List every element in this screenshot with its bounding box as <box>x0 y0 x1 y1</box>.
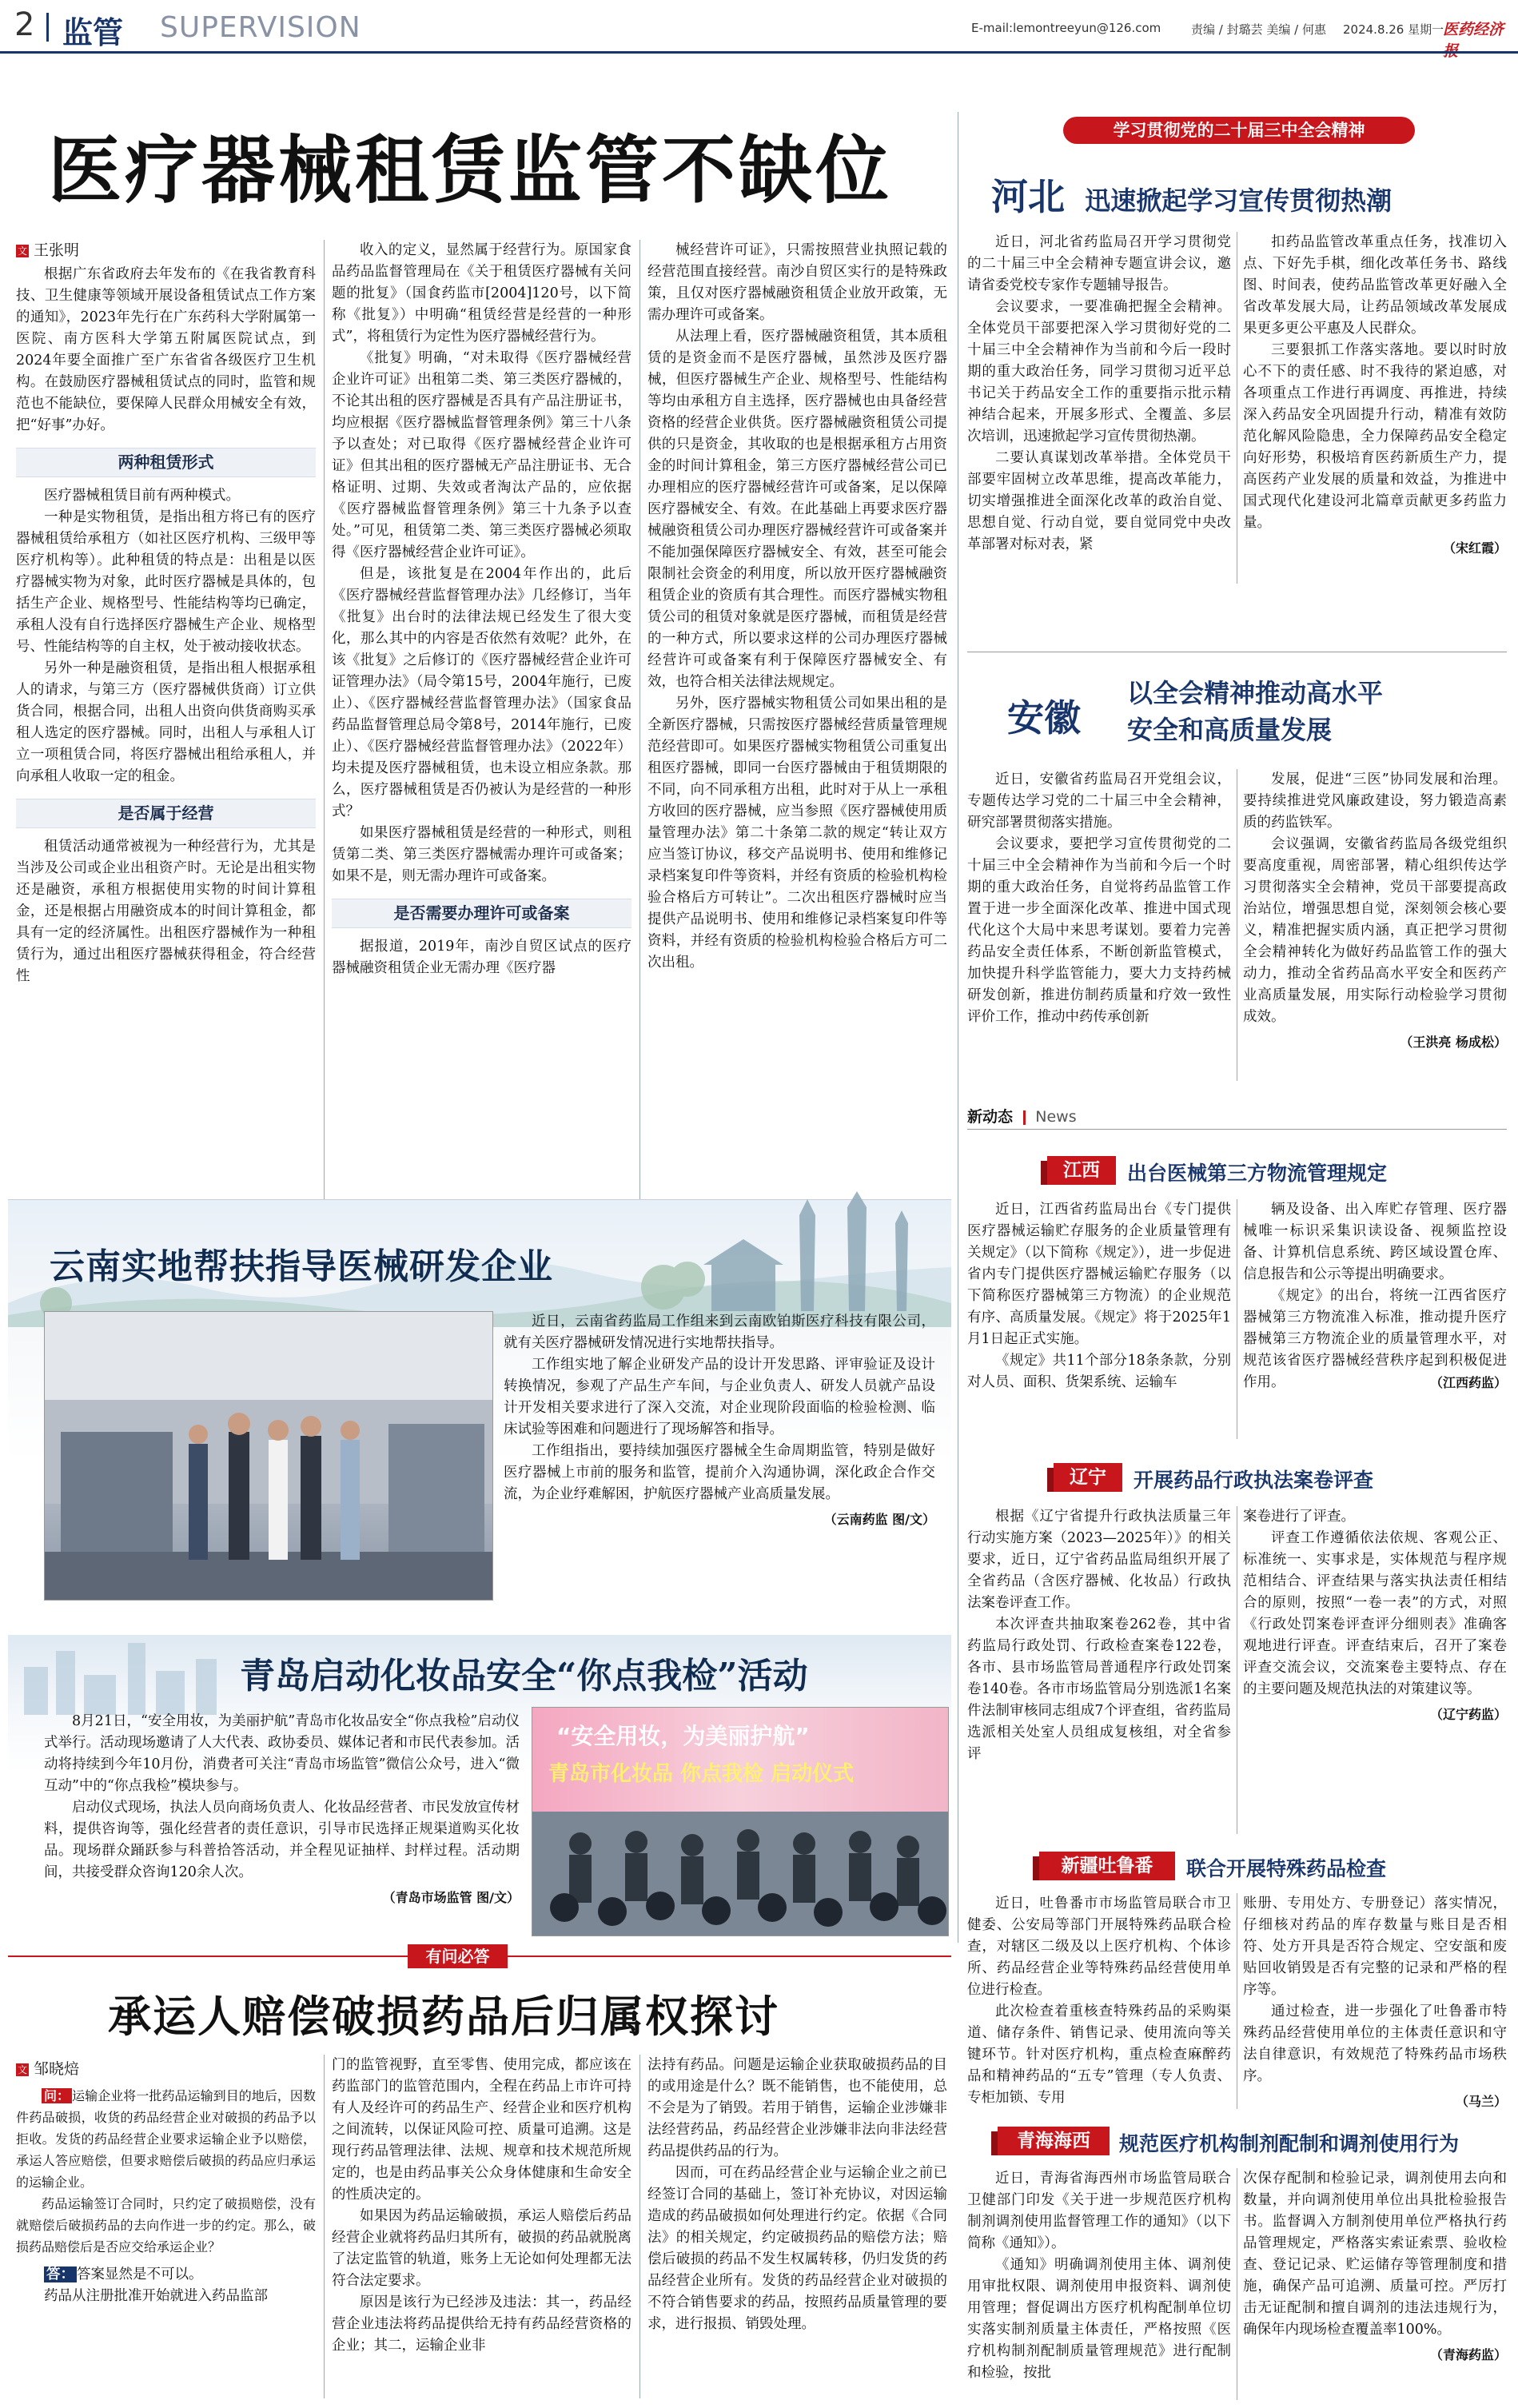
paragraph: 另外一种是融资租赁，是指出租人根据承租人的请求，与第三方（医疗器械供货商）订立供货合同，根据合同，出租人出资向供货商购买承租人选定的医疗器械。同时，出租人与承租人订立一项租赁合同，将医疗器械出租给承租人，并向承租人收取一定的租金。 <box>16 660 316 784</box>
hebei-credit: （宋红霞） <box>1442 540 1507 556</box>
author-mark-icon: 文 <box>17 2063 27 2075</box>
paragraph: 医疗器械租赁目前有两种模式。 <box>44 488 240 504</box>
bottom-author <box>16 2057 79 2079</box>
masthead-rule <box>0 51 1518 54</box>
hebei-column-1 <box>967 232 1231 556</box>
masthead-divider <box>46 13 49 42</box>
paragraph: 门的监管视野，直至零售、使用完成，都应该在药监部门的监管范围内，全程在药品上市许可持有人及经许可的药品生产、经营企业和医疗机构之间流转，以保证风险可控、质量可追溯。这是现行药品管理法律、法规、规章和技术规范所规定的，也是由药品事关公众身体健康和生命安全的性质决定的。 <box>332 2057 632 2203</box>
paragraph: 近日，安徽省药监局召开党组会议，专题传达学习党的二十届三中全会精神，研究部署贯彻落实措施。 <box>967 771 1231 831</box>
anhui-credit: （王洪亮 杨成松） <box>1400 1035 1507 1050</box>
paragraph: 通过检查，进一步强化了吐鲁番市特殊药品经营使用单位的主体责任意识和守法自律意识，有效规范了特殊药品市场秩序。 <box>1243 2003 1507 2084</box>
paragraph: 另外，医疗器械实物租赁公司如果出租的是全新医疗器械，只需按医疗器械经营质量管理规范经营即可。如果医疗器械实物租赁公司重复出租医疗器械，即同一台医疗器械由于租赁期限的不同，向不同承租方出租，此时对于从上一承租方收回的医疗器械，应当参照《医疗器械使用质量管理办法》第二十条第二款的规定“转让双方应当签订协议，移交产品说明书、使用和维修记录档案复印件等资料，并经有资质的检验机构检验合格后方可转让”。二次出租医疗器械时应当提供产品说明书、使用和维修记录档案复印件等资料，并经有资质的检验机构检验合格后方可二次出租。 <box>647 696 947 971</box>
anhui-headline <box>975 673 1503 753</box>
paragraph: 根据《辽宁省提升行政执法质量三年行动实施方案（2023—2025年）》的相关要求，近日，辽宁省药品监局组织开展了全省药品（含医疗器械、化妆品）行政执法案卷评查工作。 <box>967 1509 1231 1611</box>
xinjiang-title: 联合开展特殊药品检查 <box>1186 1857 1387 1880</box>
paragraph: 次保存配制和检验记录，调剂使用去向和数量，并向调剂使用单位出具批检验报告书。监督调入方制剂使用单位严格执行药品管理规定，严格落实索证索票、验收检查、登记记录、贮运储存等管理制度和措施，确保产品可追溯、质量可控。严厉打击无证配制和擅自调剂的违法违规行为，确保年内现场检查覆盖率100%。 <box>1243 2171 1507 2338</box>
question-label: 问： <box>42 2088 72 2103</box>
paragraph: 《规定》的出台，将统一江西省医疗器械第三方物流准入标准，推动提升医疗器械第三方物流企业的质量管理水平，对规范该省医疗器械经营秩序起到积极促进作用。 <box>1243 1288 1507 1390</box>
subheading: 是否属于经营 <box>16 799 316 828</box>
column-rule <box>639 2055 640 2398</box>
masthead-email: E-mail:lemontreeyun@126.com <box>971 21 1161 35</box>
masthead-date: 2024.8.26 星期一 <box>1343 22 1444 37</box>
paragraph: 会议强调，安徽省药监局各级党组织要高度重视，周密部署，精心组织传达学习贯彻落实全会精神，党员干部要提高政治站位，增强思想自觉，深刻领会核心要义，精准把握实质内涵，真正把学习贯彻全会精神转化为做好药品监管工作的强大动力，推动全省药品高水平安全和医药产业高质量发展，用实际行动检验学习贯彻成效。 <box>1243 836 1507 1025</box>
subheading: 是否需要办理许可或备案 <box>332 899 632 928</box>
liaoning-title: 开展药品行政执法案卷评查 <box>1134 1469 1374 1492</box>
paragraph: 近日，江西省药监局出台《专门提供医疗器械运输贮存服务的企业质量管理有关规定》（以下简称《规定》），进一步促进省内专门提供医疗器械运输贮存服务（以下简称医疗器械第三方物流）的企业规范有序、高质量发展。《规定》将于2025年1月1日起正式实施。 <box>967 1202 1231 1347</box>
paragraph: 一种是实物租赁，是指出租方将已有的医疗器械租赁给承租方（如社区医疗机构、三级甲等医疗机构等）。此种租赁的特点是：出租是以医疗器械实物为对象，此时医疗器械是具体的，包括生产企业、规格型号、性能结构等均已确定，承租人没有自行选择医疗器械生产企业、规格型号、性能结构等的自主权，处于被动接收状态。 <box>16 509 316 655</box>
bottom-title: 承运人赔偿破损药品后归属权探讨 <box>108 1991 779 2042</box>
qingdao-photo <box>532 1707 949 1936</box>
yunnan-credit: （云南药监 图/文） <box>823 1512 935 1527</box>
paragraph: 本次评查共抽取案卷262卷，其中省药监局行政处罚、行政检查案卷122卷，各市、县市场监管局普通程序行政处罚案卷140卷。各市市场监管局分别选派1名案件法制审核同志组成7个评查组，省药监局选派相关处室人员组成复核组，对全省参评 <box>967 1617 1231 1762</box>
paragraph: 据报道，2019年，南沙自贸区试点的医疗器械融资租赁企业无需办理《医疗器 <box>332 939 632 976</box>
news-label-en: News <box>1035 1108 1077 1126</box>
paragraph: 二要认真谋划改革举措。全体党员干部要牢固树立改革思维，提高改革能力，切实增强推进全面深化改革的政治自觉、思想自觉、行动自觉，要自觉同党中央改革部署对标对表，紧 <box>967 450 1231 552</box>
paragraph: 收入的定义，显然属于经营行为。原国家食品药品监督管理局在《关于租赁医疗器械有关问题的批复》（国食药监市[2004]120号，以下简称《批复》）中明确“租赁经营是经营的一种形式”，将租赁行为定性为医疗器械经营行为。 <box>332 242 632 345</box>
paragraph: 《通知》明确调剂使用主体、调剂使用审批权限、调剂使用申报资料、调剂使用管理；督促调出方医疗机构配制单位切实落实制剂质量主体责任，严格按照《医疗机构制剂配制质量管理规范》进行配制和检验，按批 <box>967 2257 1231 2381</box>
author-name: 王张明 <box>34 241 80 259</box>
paragraph: 会议要求，要把学习宣传贯彻党的二十届三中全会精神作为当前和今后一个时期的重大政治任务，自觉将药品监管工作置于进一步全面深化改革、推进中国式现代化这个大局中来思考谋划。要着力完善药品安全责任体系，不断创新监管模式，加快提升科学监管能力，要大力支持药械研发创新，推进仿制药质量和疗效一致性评价工作，推动中药传承创新 <box>967 836 1231 1025</box>
paper-logo: 医药经济 <box>1443 21 1504 38</box>
paragraph: 三要狠抓工作落实落地。要以时时放心不下的责任感、时不我待的紧迫感，对各项重点工作进行再调度、再推进，持续深入药品安全巩固提升行动，精准有效防范化解风险隐患，全力保障药品安全稳定向好形势，积极培育医药新质生产力，提高医药产业发展的质量和效益，为推进中国式现代化建设河北篇章贡献更多药监力量。 <box>1243 342 1507 531</box>
answer-text: 答案显然是不可以。 <box>77 2266 203 2282</box>
lead-column-2 <box>332 240 632 979</box>
paragraph: 租赁活动通常被视为一种经营行为，尤其是当涉及公司或企业出租资产时。无论是出租实物还是融资，承租方根据使用实物的时间计算租金，还是根据占用融资成本的时间计算租金，都具有一定的经济属性。出租医疗器械作为一种租赁行为，通过出租医疗器械获得租金，符合经营性 <box>16 839 316 984</box>
column-rule <box>324 240 325 1199</box>
qingdao-photo-crowd <box>532 1812 948 1936</box>
jiangxi-column-1 <box>967 1199 1231 1393</box>
jiangxi-column-2 <box>1243 1199 1507 1393</box>
qinghai-column-1 <box>967 2168 1231 2384</box>
liaoning-tag-shadow <box>1047 1468 1054 1492</box>
jiangxi-title: 出台医械第三方物流管理规定 <box>1127 1162 1388 1185</box>
qingdao-photo-banner-line2: 青岛市化妆品 你点我检 启动仪式 <box>548 1762 855 1786</box>
xinjiang-column-2 <box>1243 1893 1507 2112</box>
paragraph: 如果医疗器械租赁是经营的一种形式，则租赁第二类、第三类医疗器械需办理许可或备案；如果不是，则无需办理许可或备案。 <box>332 825 632 884</box>
paragraph: 辆及设备、出入库贮存管理、医疗器械唯一标识采集识读设备、视频监控设备、计算机信息系统、跨区域设置仓库、信息报告和公示等提出明确要求。 <box>1243 1202 1507 1282</box>
paragraph: 扣药品监管改革重点任务，找准切入点、下好先手棋，细化改革任务书、路线图、时间表，使药品监管改革更好融入全省改革发展大局，让药品领域改革发展成果更多更公平惠及人民群众。 <box>1243 234 1507 337</box>
paragraph: 近日，云南省药监局工作组来到云南欧铂斯医疗科技有限公司，就有关医疗器械研发情况进行实地帮扶指导。 <box>504 1314 935 1351</box>
paragraph: 原因是该行为已经涉及违法：其一，药品经营企业违法将药品提供给无持有药品经营资格的企业；其二，运输企业非 <box>332 2294 632 2354</box>
paragraph: 根据广东省政府去年发布的《在我省教育科技、卫生健康等领域开展设备租赁试点工作方案的通知》，2023年先行在广东药科大学附属第一医院、南方医科大学第五附属医院试点，到2024年要全面推广至广东省省各级医疗卫生机构。在鼓励医疗器械租赁试点的同时，监管和规范也不能缺位，要保障人民群众用械安全有效，把“好事”办好。 <box>16 266 316 433</box>
column-rule <box>324 2055 325 2398</box>
paragraph: 近日，河北省药监局召开学习贯彻党的二十届三中全会精神专题宣讲会议，邀请省委党校专家作专题辅导报告。 <box>967 234 1231 293</box>
section-name: 监管 <box>62 15 124 50</box>
author-name: 邹晓焙 <box>34 2060 80 2078</box>
paragraph: 《批复》明确，“对未取得《医疗器械经营企业许可证》出租第二类、第三类医疗器械的，不论其出租的医疗器械是否具有产品注册证书，均应根据《医疗器械监督管理条例》第三十八条予以查处；对已取得《医疗器械经营企业许可证》但其出租的医疗器械无产品注册证书、无合格证明、过期、失效或者淘汰产品的，应依据《医疗器械监督管理条例》第三十九条予以查处。”可见，租赁第二类、第三类医疗器械必须取得《医疗器械经营企业许可证》。 <box>332 350 632 560</box>
qinghai-headline <box>998 2127 1509 2155</box>
paragraph: 账册、专用处方、专册登记）落实情况，仔细核对药品的库存数量与账目是否相符、处方开具是否符合规定、空安瓿和废贴回收销毁是否有完整的记录和严格的程序等。 <box>1243 1896 1507 1998</box>
liaoning-tag: 辽宁 <box>1054 1463 1122 1492</box>
hebei-headline <box>975 168 1503 221</box>
yunnan-body <box>504 1311 935 1530</box>
yunnan-title: 云南实地帮扶指导医械研发企业 <box>50 1246 553 1287</box>
paragraph: 械经营许可证》，只需按照营业执照记载的经营范围直接经营。南沙自贸区实行的是特殊政策，且仅对医疗器械融资租赁企业放开政策，无需办理许可或备案。 <box>647 242 947 323</box>
subheading: 两种租赁形式 <box>16 448 316 477</box>
anhui-column-2 <box>1243 769 1507 1053</box>
lead-column-3 <box>647 240 947 974</box>
paragraph: 《规定》共11个部分18条条款，分别对人员、面积、货架系统、运输车 <box>967 1353 1231 1390</box>
paragraph: 因而，可在药品经营企业与运输企业之前已经签订合同的基础上，签订补充协议，对因运输造成的药品破损如何处理进行约定。依据《合同法》的相关规定，约定破损药品的赔偿方法；赔偿后破损的药品不发生权属转移，仍归发货的药品经营企业所有。发货的药品经营企业对破损的不符合销售要求的药品，按照药品质量管理的要求，进行报损、销毁处理。 <box>647 2165 947 2332</box>
paragraph: 工作组指出，要持续加强医疗器械全生命周期监管，特别是做好医疗器械上市前的服务和监管，提前介入沟通协调，深化政企合作交流，为企业纾难解困，护航医疗器械产业高质量发展。 <box>504 1443 935 1502</box>
qingdao-photo-banner-line1: “安全用妆，为美丽护航” <box>556 1723 810 1749</box>
news-label-bar <box>1023 1110 1026 1125</box>
answer-label: 答： <box>44 2266 77 2282</box>
qingdao-body <box>44 1711 520 1908</box>
qinghai-credit: （青海药监） <box>1429 2347 1507 2362</box>
news-label-cn: 新动态 <box>967 1108 1014 1126</box>
paragraph: 从法理上看，医疗器械融资租赁，其本质租赁的是资金而不是医疗器械，虽然涉及医疗器械，但医疗器械生产企业、规格型号、性能结构等均由承租方自主选择，医疗器械也由具备经营资格的经营企业供货。医疗器械融资租赁公司提供的只是资金，其收取的也是根据承租方占用资金的时间计算租金，第三方医疗器械经营公司已办理相应的医疗器械经营许可或备案，足以保障医疗器械安全、有效。在此基础上再要求医疗器械融资租赁公司办理医疗器械经营许可或备案并不能加强保障医疗器械安全、有效，甚至可能会限制社会资金的利用度，所以放开医疗器械融资租赁企业的资质有其合理性。而医疗器械实物租赁公司的租赁对象就是医疗器械，而租赁是经营的一种方式，所以要求这样的公司办理医疗器械经营许可或备案有利于保障医疗器械安全、有效，也符合相关法律法规规定。 <box>647 329 947 690</box>
xinjiang-tag: 新疆吐鲁番 <box>1039 1852 1175 1880</box>
answer-paragraph <box>16 2264 316 2286</box>
question-paragraph <box>16 2085 316 2193</box>
paragraph: 如果因为药品运输破损，承运人赔偿后药品经营企业就将药品归其所有，破损的药品就脱离了法定监管的轨道，账务上无论如何处理都无法符合法定要求。 <box>332 2208 632 2289</box>
paragraph: 工作组实地了解企业研发产品的设计开发思路、评审验证及设计转换情况，参观了产品生产车间，与企业负责人、研发人员就产品设计开发相关要求进行了深入交流，对企业现阶段面临的检验检测、临床试验等困难和问题进行了现场解答和指导。 <box>504 1357 935 1437</box>
qingdao-credit: （青岛市场监管 图/文） <box>382 1890 520 1905</box>
bottom-tag: 有问必答 <box>408 1944 508 1968</box>
paragraph: 发展，促进“三医”协同发展和治理。要持续推进党风廉政建设，努力锻造高素质的药监铁军。 <box>1243 771 1507 831</box>
liaoning-credit: （辽宁药监） <box>1429 1707 1507 1722</box>
liaoning-column-1 <box>967 1506 1231 1765</box>
xinjiang-credit: （马兰） <box>1455 2094 1507 2109</box>
jiangxi-tag: 江西 <box>1047 1156 1116 1185</box>
anhui-title-line1: 以全会精神推动高水平 <box>1127 678 1384 708</box>
yunnan-photo-scene <box>45 1312 492 1600</box>
author-mark-icon: 文 <box>17 245 27 257</box>
hebei-column-2 <box>1243 232 1507 559</box>
paragraph: 启动仪式现场，执法人员向商场负责人、化妆品经营者、市民发放宣传材料，提供咨询等，强化经营者的责任意识，引导市民选择正规渠道购买化妆品。现场群众踊跃参与科普拾答活动，并全程见证抽样、封样过程。活动期间，共接受群众咨询120余人次。 <box>44 1800 520 1880</box>
paragraph: 但是，该批复是在2004年作出的，此后《医疗器械经营监督管理办法》几经修订，当年《批复》出台时的法律法规已经发生了很大变化，那么其中的内容是否依然有效呢？此外，在该《批复》之后修订的《医疗器械经营企业许可证管理办法》（局令第15号，2004年施行，已废止）、《医疗器械经营监督管理办法》（国家食品药品监督管理总局令第8号，2014年施行，已废止）、《医疗器械经营监督管理办法》（2022年）均未提及医疗器械租赁，也未设立相应条款。那么，医疗器械租赁是否仍被认为是经营的一种形式？ <box>332 566 632 819</box>
qinghai-tag-shadow <box>991 2131 998 2155</box>
paragraph: 药品从注册批准开始就进入药品监部 <box>44 2288 268 2304</box>
question-paragraph: 药品运输签订合同时，只约定了破损赔偿，没有就赔偿后破损药品的去向作进一步的约定。那么，破损药品赔偿后是否应交给承运企业？ <box>16 2196 316 2255</box>
section-name-en: SUPERVISION <box>160 11 361 44</box>
liaoning-column-2 <box>1243 1506 1507 1725</box>
news-label <box>967 1105 1077 1126</box>
paragraph: 近日，吐鲁番市市场监管局联合市卫健委、公安局等部门开展特殊药品联合检查，对辖区二级及以上医疗机构、个体诊所、药品经营企业等特殊药品经营使用单位进行检查。 <box>967 1896 1231 1998</box>
paragraph: 评查工作遵循依法依规、客观公正、标准统一、实事求是，实体规范与程序规范相结合、评查结果与落实执法责任相结合的原则，按照“一卷一表”的方式，对照《行政处罚案卷评查评分细则表》准确客观地进行评查。评查结束后，召开了案卷评查交流会议，交流案卷主要特点、存在的主要问题及规范执法的对策建议等。 <box>1243 1530 1507 1697</box>
jiangxi-headline <box>1047 1156 1495 1185</box>
paragraph: 会议要求，一要准确把握全会精神。全体党员干部要把深入学习贯彻好党的二十届三中全会精神作为当前和今后一段时期的重大政治任务，同学习贯彻习近平总书记关于药品安全工作的重要指示批示精神结合起来，开展多形式、全覆盖、多层次培训，迅速掀起学习宣传贯彻热潮。 <box>967 299 1231 445</box>
qinghai-title: 规范医疗机构制剂配制和调剂使用行为 <box>1119 2132 1460 2155</box>
anhui-title-line2: 安全和高质量发展 <box>1127 715 1333 745</box>
bottom-column-3 <box>647 2055 947 2335</box>
qingdao-title: 青岛启动化妆品安全“你点我检”活动 <box>240 1656 808 1696</box>
anhui-column-1 <box>967 769 1231 1028</box>
liaoning-headline <box>1054 1463 1501 1492</box>
masthead <box>0 0 1518 56</box>
qinghai-column-2 <box>1243 2168 1507 2366</box>
xinjiang-tag-shadow <box>1033 1856 1039 1880</box>
paragraph: 近日，青海省海西州市场监管局联合卫健部门印发《关于进一步规范医疗机构制剂调剂使用监督管理工作的通知》（以下简称《通知》）。 <box>967 2171 1231 2251</box>
hebei-title: 迅速掀起学习宣传贯彻热潮 <box>1085 185 1392 216</box>
anhui-province: 安徽 <box>1007 696 1081 740</box>
jiangxi-credit: （江西药监） <box>1429 1375 1507 1390</box>
qinghai-tag: 青海海西 <box>998 2127 1110 2155</box>
news-rule <box>967 1129 1507 1130</box>
paragraph: 法持有药品。问题是运输企业获取破损药品的目的或用途是什么？既不能销售，也不能使用，总不会是为了销毁。若用于销售，运输企业涉嫌非法经营药品，药品经营企业涉嫌非法向非法经营药品提供药品的行为。 <box>647 2057 947 2159</box>
paragraph: 8月21日，“安全用妆，为美丽护航”青岛市化妆品安全“你点我检”启动仪式举行。活动现场邀请了人大代表、政协委员、媒体记者和市民代表参加。活动将持续到今年10月份，消费者可关注“青岛市场监管”微信公众号，进入“微互动”中的“你点我检”模块参与。 <box>44 1713 520 1794</box>
lead-title: 医疗器械租赁监管不缺位 <box>48 127 893 213</box>
bottom-column-1 <box>16 2085 316 2307</box>
bottom-column-2 <box>332 2055 632 2357</box>
xinjiang-headline <box>1039 1852 1503 1880</box>
column-rule <box>639 240 640 1199</box>
paragraph: 案卷进行了评查。 <box>1243 1509 1355 1525</box>
jiangxi-tag-shadow <box>1041 1161 1047 1185</box>
paragraph: 此次检查着重核查特殊药品的采购渠道、储存条件、销售记录、使用流向等关键环节。针对医疗机构，重点检查麻醉药品和精神药品的“五专”管理（专人负责、专柜加锁、专用 <box>967 2003 1231 2106</box>
question-text: 运输企业将一批药品运输到目的地后，因数件药品破损，收货的药品经营企业对破损的药品予以拒收。发货的药品经营企业要求运输企业予以赔偿，承运人答应赔偿，但要求赔偿后破损的药品应归承运的运输企业。 <box>16 2088 316 2190</box>
page-number: 2 <box>14 6 35 43</box>
lead-author <box>16 238 79 260</box>
masthead-editors: 责编 / 封璐芸 美编 / 何惠 <box>1191 22 1326 37</box>
yunnan-photo <box>44 1311 493 1601</box>
banner-study: 学习贯彻党的二十届三中全会精神 <box>1063 117 1415 144</box>
xinjiang-column-1 <box>967 1893 1231 2109</box>
lead-column-1 <box>16 264 316 987</box>
hebei-province: 河北 <box>991 175 1065 218</box>
